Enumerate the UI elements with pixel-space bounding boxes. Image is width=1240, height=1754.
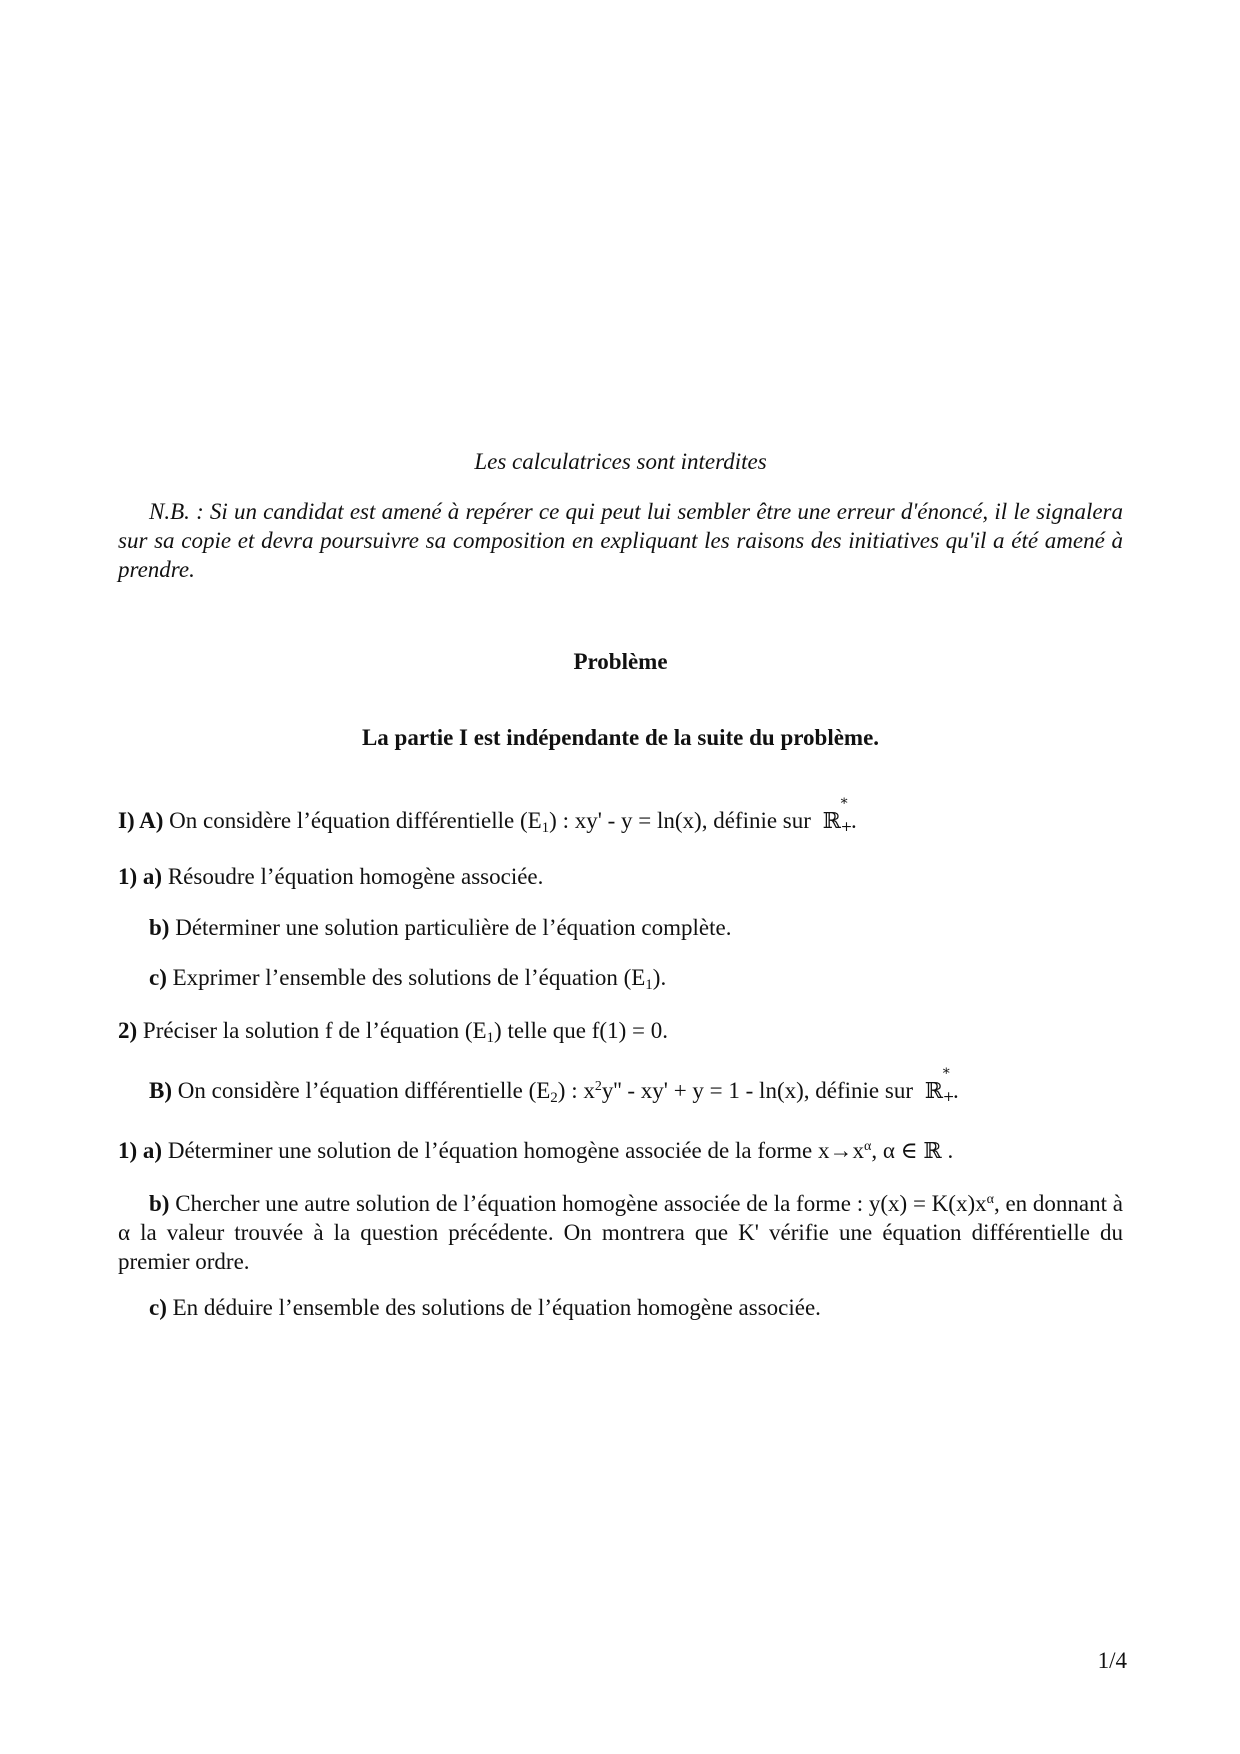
question-2: 2) Préciser la solution f de l’équation $(E_1)$ telle que f(1) = 0. — [118, 1018, 668, 1046]
nb-notice: N.B. : Si un candidat est amené à repérer ce qui peut lui sembler être une erreur d'énoncé, il le signalera sur sa copie et devra poursuivre sa composition en expliquant les raisons des initiatives qu'il a été amené à prendre. — [118, 499, 1123, 582]
question-B1c: c) En déduire l’ensemble des solutions de l’équation homogène associée. — [149, 1295, 821, 1320]
question-B1b-label: b) — [149, 1191, 170, 1216]
problem-subtitle: La partie I est indépendante de la suite du problème. — [361, 725, 880, 750]
part-IA-statement: I) A) On considère l’équation différentielle $(E_1)$ : xy' - y = ln(x), définie sur ℝ * + . — [118, 796, 857, 836]
question-1a: 1) a) Résoudre l’équation homogène associée. — [118, 864, 544, 889]
question-B1b: b) Chercher une autre solution de l’équation homogène associée de la forme : $y(x) = K(x)x^\alpha$, en donnant à α la valeur trouvée à la question précédente. On montrera que K' vérifie une équation différentielle du premier ordre. — [118, 1191, 1123, 1274]
question-1c-label: c) — [149, 965, 167, 990]
question-1c: c) Exprimer l’ensemble des solutions de l’équation $(E_1)$. — [149, 965, 667, 993]
part-IB-statement: B) On considère l’équation différentielle $(E_2)$ : $x^2y'' - xy' + y = 1 - \ln(x)$, définie sur ℝ * + . — [149, 1066, 959, 1106]
problem-title: Problème — [573, 649, 668, 674]
positive-reals-symbol: ℝ * + — [822, 796, 853, 835]
question-B1c-label: c) — [149, 1295, 167, 1320]
question-B1a-label: 1) a) — [118, 1138, 163, 1163]
calculators-notice: Les calculatrices sont interdites — [474, 449, 767, 474]
question-1b: b) Déterminer une solution particulière de l’équation complète. — [149, 915, 732, 940]
question-2-label: 2) — [118, 1018, 138, 1043]
question-1a-label: 1) a) — [118, 864, 163, 889]
page-number: 1/4 — [1097, 1648, 1127, 1673]
part-IB-label: B) — [149, 1078, 172, 1103]
question-1b-label: b) — [149, 915, 170, 940]
question-B1a: 1) a) Déterminer une solution de l’équation homogène associée de la forme $x\to x^\alpha$, α ∈ ℝ . — [118, 1138, 954, 1164]
positive-reals-symbol: ℝ * + — [924, 1066, 955, 1105]
reals-symbol: ℝ — [923, 1139, 942, 1164]
part-IA-label: I) A) — [118, 808, 164, 833]
maps-to-arrow-icon: → — [829, 1138, 853, 1163]
